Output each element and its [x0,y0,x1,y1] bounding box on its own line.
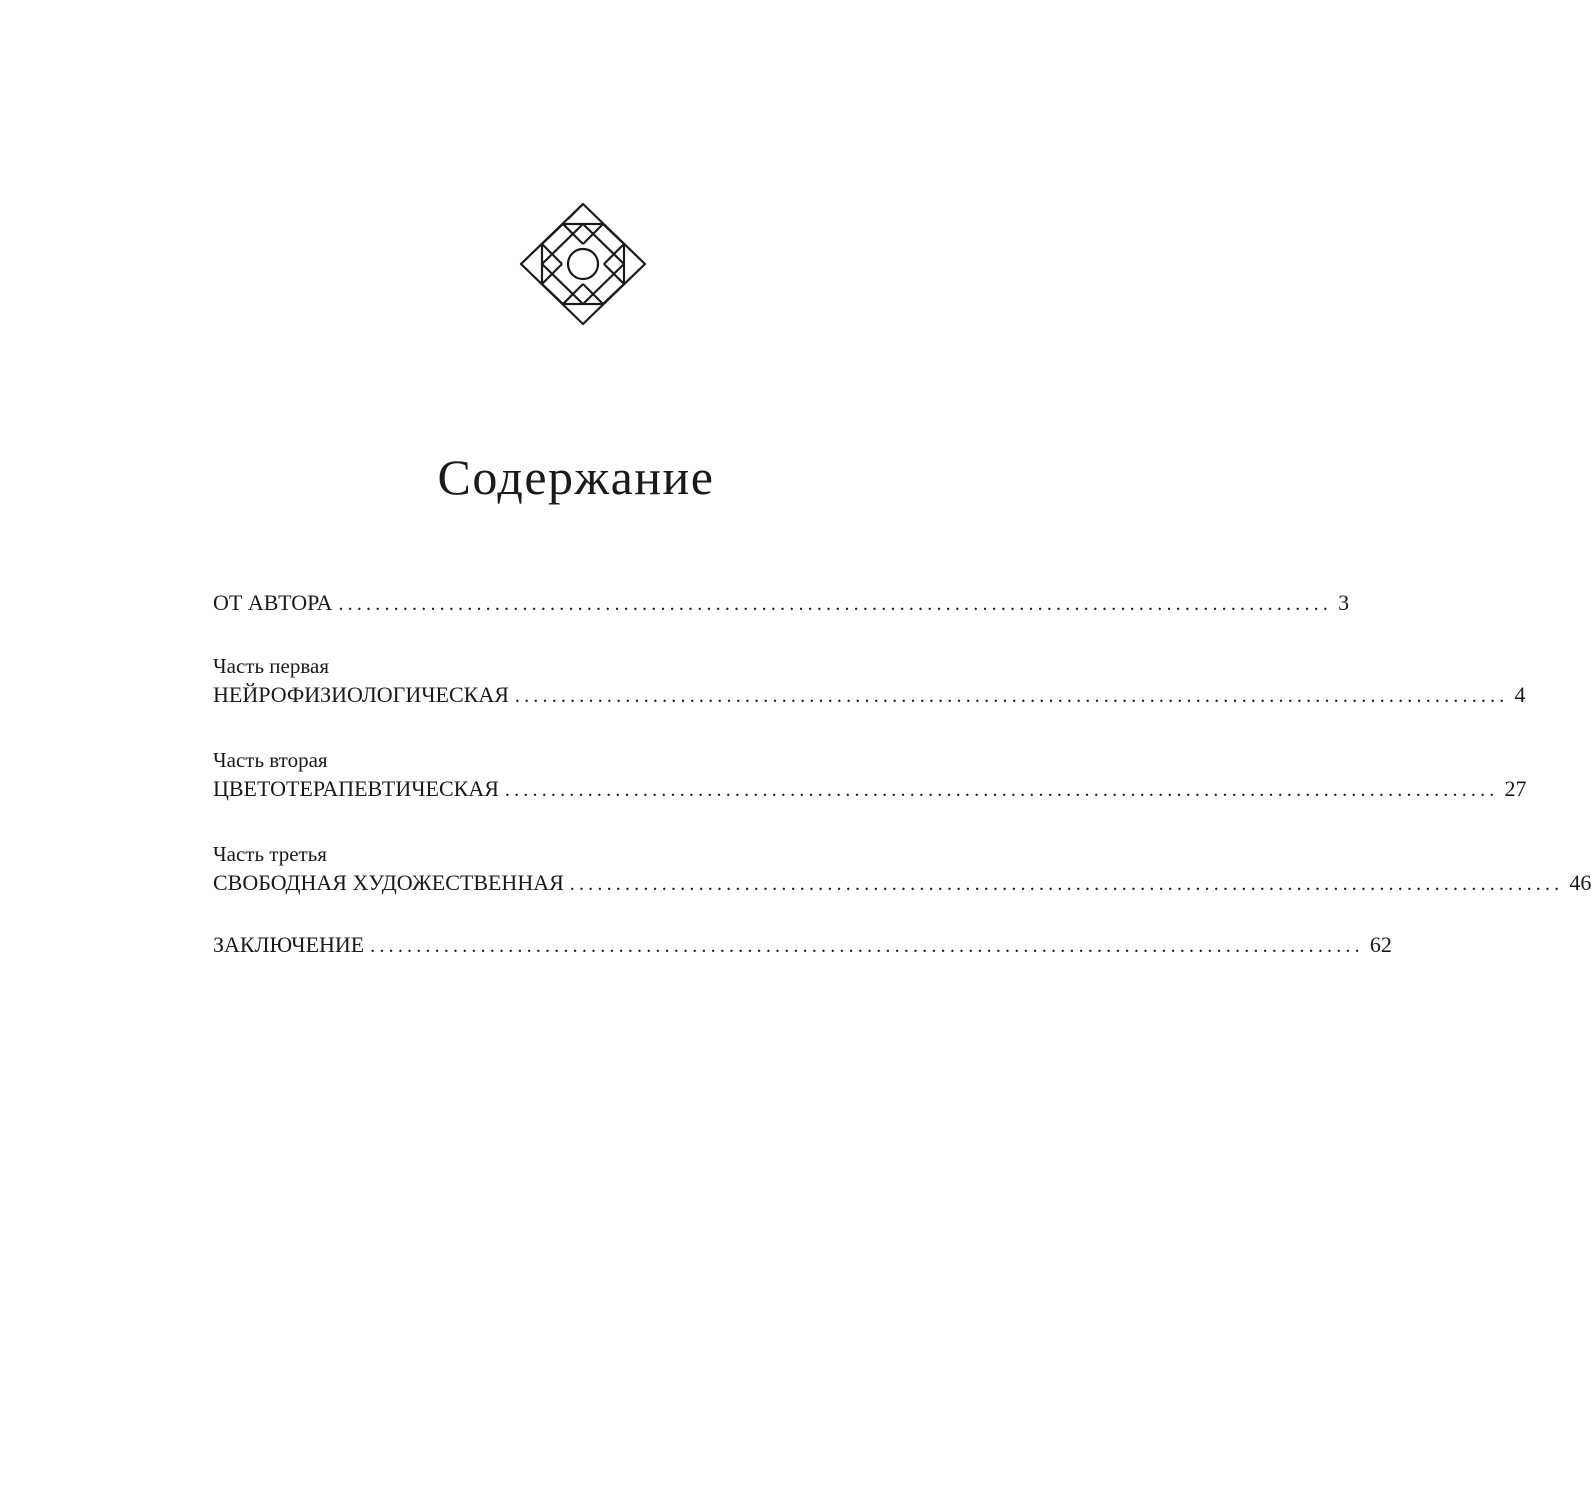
toc-entry-part-one[interactable] [213,652,1526,710]
toc-leader: ............................................................................................................ [338,593,1333,615]
toc-page-number: 27 [1504,776,1527,801]
page-title: Содержание [437,449,715,505]
toc-entry-author[interactable] [213,588,1350,618]
toc-entry-part-three[interactable] [213,840,1591,898]
toc-part-label: Часть вторая [213,748,328,772]
toc-title: ОТ АВТОРА [213,590,333,615]
toc-leader: ............................................................................................................ [569,873,1564,895]
toc-page-number: 4 [1514,682,1526,707]
toc-title: СВОБОДНАЯ ХУДОЖЕСТВЕННАЯ [213,870,564,895]
toc-leader: ............................................................................................................ [370,935,1364,957]
toc-page-number: 62 [1369,932,1392,957]
toc-title: ЗАКЛЮЧЕНИЕ [213,932,365,957]
toc-page-number: 3 [1338,590,1350,615]
diamond-ornament-icon [518,202,648,328]
toc-leader: ............................................................................................................ [514,685,1509,707]
toc-title: НЕЙРОФИЗИОЛОГИЧЕСКАЯ [213,682,509,707]
toc-leader: ............................................................................................................ [504,779,1499,801]
toc-part-label: Часть первая [213,654,329,678]
toc-entry-part-two[interactable] [213,746,1527,804]
toc-title: ЦВЕТОТЕРАПЕВТИЧЕСКАЯ [213,776,499,801]
toc-entry-conclusion[interactable] [213,930,1392,960]
toc-part-label: Часть третья [213,842,327,866]
toc-page-number: 46 [1569,870,1591,895]
